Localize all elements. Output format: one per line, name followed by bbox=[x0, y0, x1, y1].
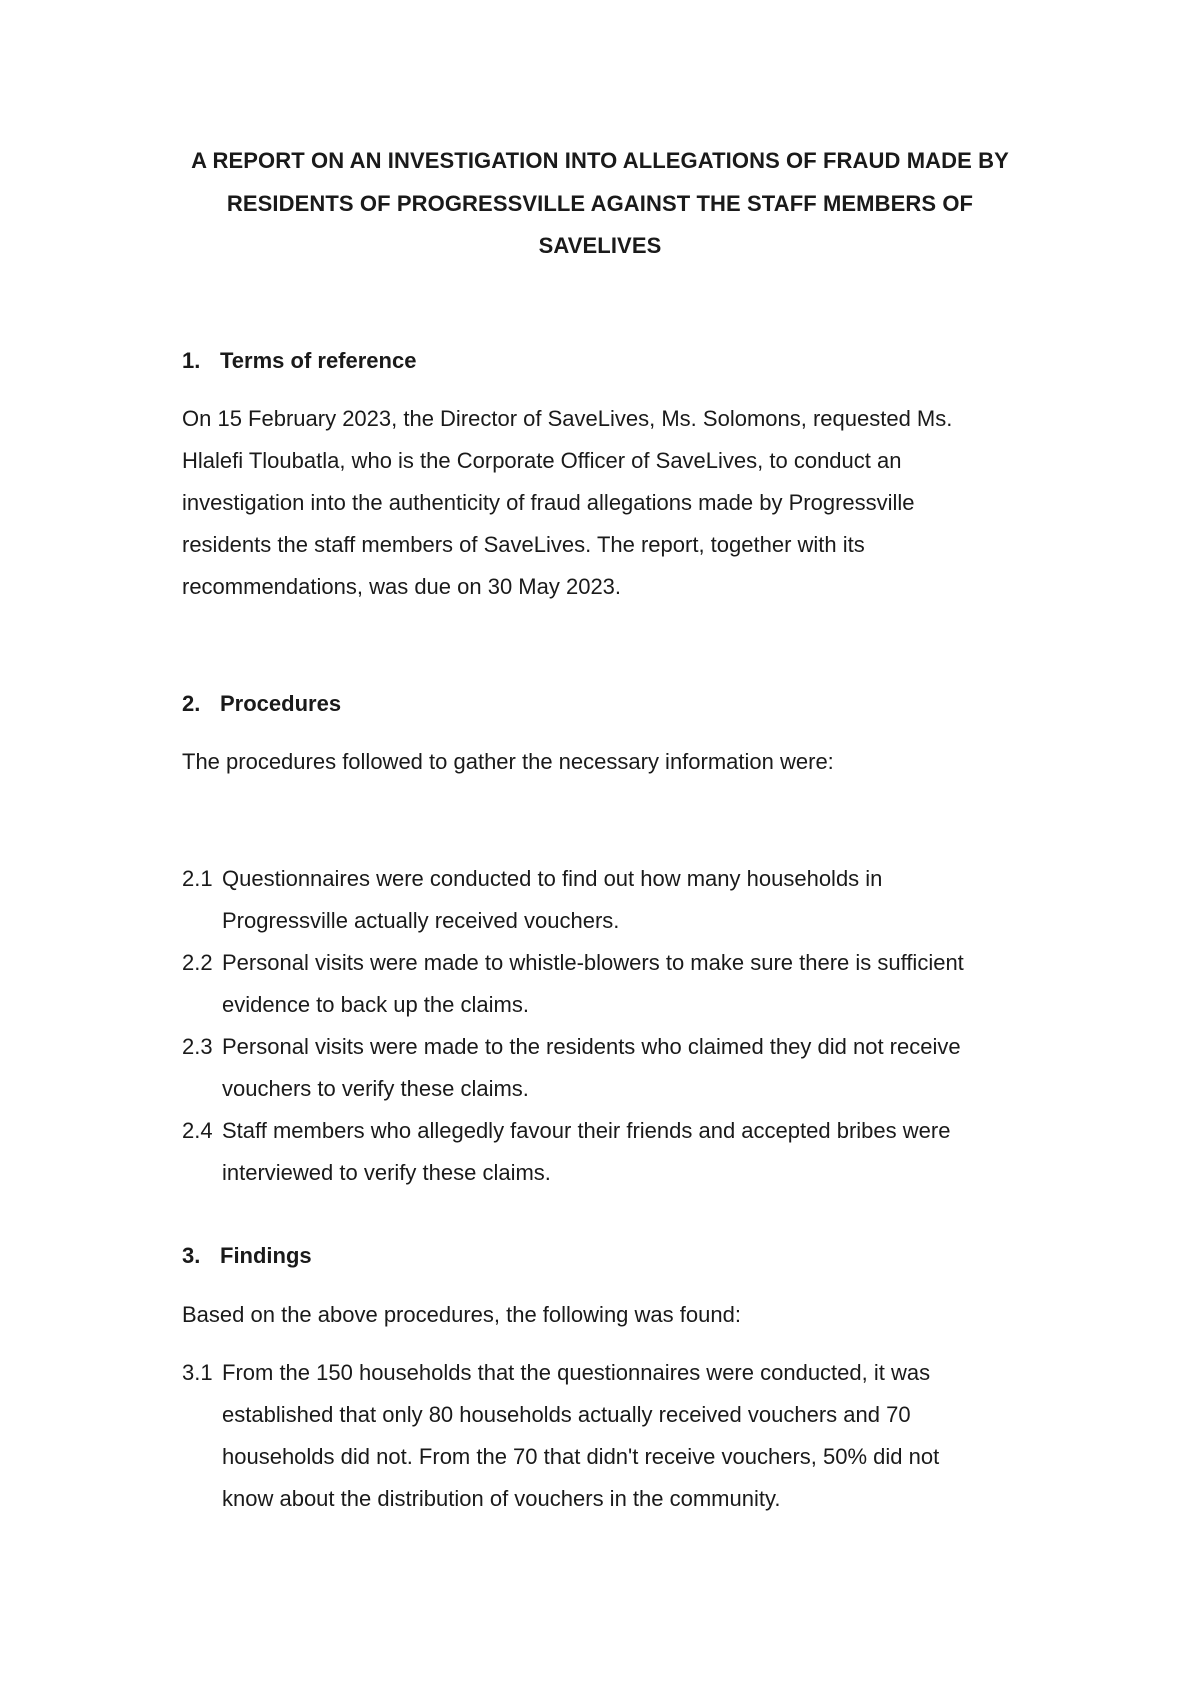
item-number: 2.2 bbox=[182, 950, 213, 975]
item-number: 2.1 bbox=[182, 866, 213, 891]
item-number: 2.4 bbox=[182, 1118, 213, 1143]
item-line: Personal visits were made to the residents who claimed they did not receive bbox=[222, 1034, 961, 1059]
paragraph-line: Hlalefi Tloubatla, who is the Corporate Officer of SaveLives, to conduct an bbox=[182, 448, 902, 473]
section-heading-findings bbox=[182, 1241, 312, 1271]
section-heading-terms-of-reference bbox=[182, 346, 416, 376]
title-line: A REPORT ON AN INVESTIGATION INTO ALLEGATIONS OF FRAUD MADE BY bbox=[191, 148, 1009, 173]
list-item-3-1 bbox=[182, 1352, 1062, 1520]
paragraph-line: investigation into the authenticity of fraud allegations made by Progressville bbox=[182, 490, 915, 515]
item-line: evidence to back up the claims. bbox=[222, 992, 529, 1017]
item-line: vouchers to verify these claims. bbox=[222, 1076, 529, 1101]
item-line: interviewed to verify these claims. bbox=[222, 1160, 551, 1185]
list-item-2-3 bbox=[182, 1026, 1062, 1110]
item-text bbox=[182, 858, 1062, 942]
item-line: established that only 80 households actually received vouchers and 70 bbox=[222, 1402, 911, 1427]
section-title: Findings bbox=[220, 1243, 312, 1268]
item-line: From the 150 households that the questionnaires were conducted, it was bbox=[222, 1360, 931, 1385]
report-title bbox=[140, 140, 1060, 268]
item-line: know about the distribution of vouchers in the community. bbox=[222, 1486, 781, 1511]
section-heading-procedures bbox=[182, 689, 341, 719]
paragraph-line: residents the staff members of SaveLives. The report, together with its bbox=[182, 532, 865, 557]
item-line: Progressville actually received vouchers. bbox=[222, 908, 620, 933]
terms-of-reference-paragraph bbox=[182, 398, 1062, 608]
item-number: 2.3 bbox=[182, 1034, 213, 1059]
section-title: Terms of reference bbox=[220, 348, 417, 373]
item-text bbox=[182, 1026, 1062, 1110]
item-line: Questionnaires were conducted to find out how many households in bbox=[222, 866, 883, 891]
list-item-2-2 bbox=[182, 942, 1062, 1026]
procedures-intro: The procedures followed to gather the necessary information were: bbox=[182, 749, 834, 774]
item-text bbox=[182, 1352, 1062, 1520]
title-line: SAVELIVES bbox=[538, 233, 662, 258]
findings-intro: Based on the above procedures, the following was found: bbox=[182, 1302, 741, 1327]
list-item-2-4 bbox=[182, 1110, 1062, 1194]
paragraph-line: recommendations, was due on 30 May 2023. bbox=[182, 574, 622, 599]
section-number: 3. bbox=[182, 1243, 201, 1268]
section-number: 2. bbox=[182, 691, 201, 716]
item-text bbox=[182, 942, 1062, 1026]
item-number: 3.1 bbox=[182, 1360, 213, 1385]
paragraph-line: On 15 February 2023, the Director of SaveLives, Ms. Solomons, requested Ms. bbox=[182, 406, 953, 431]
section-number: 1. bbox=[182, 348, 201, 373]
list-item-2-1 bbox=[182, 858, 1062, 942]
item-line: Staff members who allegedly favour their friends and accepted bribes were bbox=[222, 1118, 951, 1143]
item-line: households did not. From the 70 that didn't receive vouchers, 50% did not bbox=[222, 1444, 940, 1469]
item-text bbox=[182, 1110, 1062, 1194]
item-line: Personal visits were made to whistle-blowers to make sure there is sufficient bbox=[222, 950, 964, 975]
section-title: Procedures bbox=[220, 691, 342, 716]
title-line: RESIDENTS OF PROGRESSVILLE AGAINST THE STAFF MEMBERS OF bbox=[226, 190, 974, 216]
